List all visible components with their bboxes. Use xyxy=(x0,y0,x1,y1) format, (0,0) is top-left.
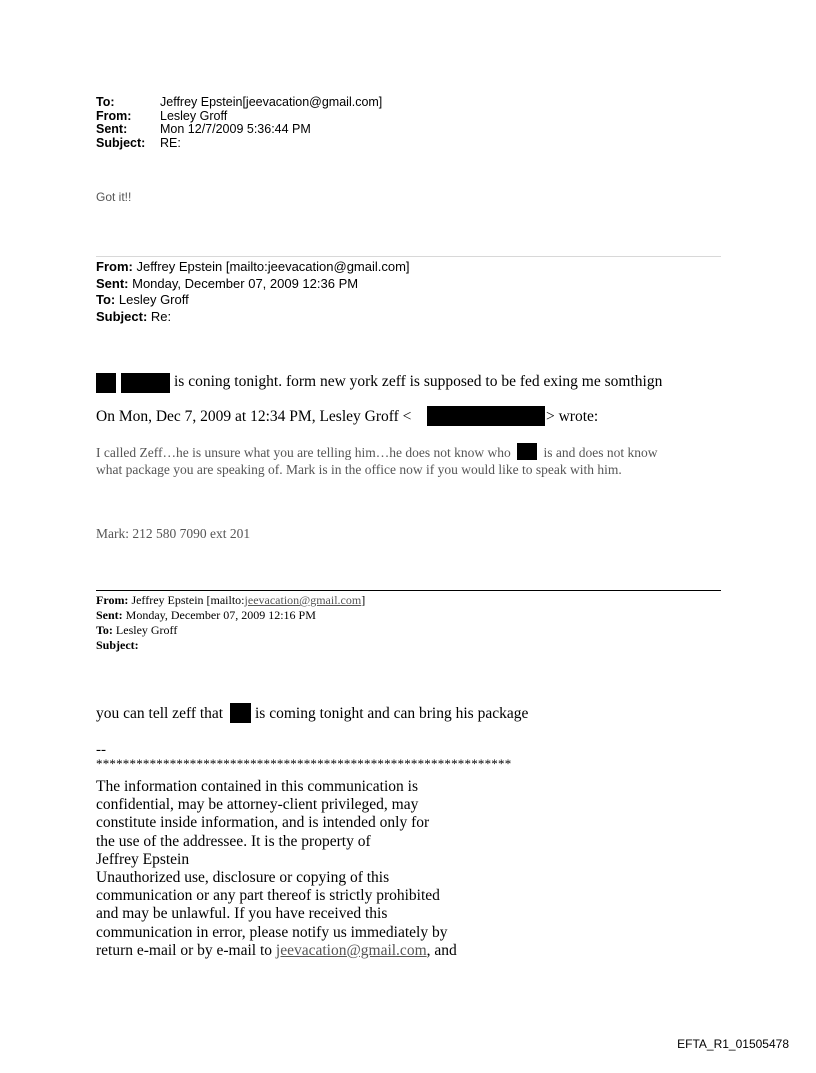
notice-line: and may be unlawful. If you have received this xyxy=(96,905,388,923)
from-value: Lesley Groff xyxy=(160,108,228,123)
quoted-header-3 xyxy=(96,593,365,653)
notice-last-prefix: return e-mail or by e-mail to xyxy=(96,941,276,959)
quoted2-line-1b: is and does not know xyxy=(543,445,658,460)
quoted1-to-row xyxy=(96,292,410,309)
redaction-block xyxy=(121,373,170,393)
notice-last-suffix: , and xyxy=(426,941,457,959)
quoted3-email-link[interactable]: jeevacation@gmail.com xyxy=(244,593,362,607)
quoted1-on-suffix: > wrote: xyxy=(546,408,599,425)
quoted3-subject-label: Subject: xyxy=(96,638,139,652)
sent-value: Mon 12/7/2009 5:36:44 PM xyxy=(160,122,311,136)
to-value: Jeffrey Epstein[jeevacation@gmail.com] xyxy=(160,95,383,109)
reply-body: Got it!! xyxy=(96,190,132,204)
notice-line: constitute inside information, and is intended only for xyxy=(96,814,430,832)
confidentiality-notice xyxy=(96,778,516,960)
notice-line: the use of the addressee. It is the property of xyxy=(96,832,371,850)
quoted3-sent-row xyxy=(96,608,365,623)
quoted1-from-value: Jeffrey Epstein [mailto:jeevacation@gmail.com] xyxy=(136,259,410,274)
quoted3-body-a: you can tell zeff that xyxy=(96,705,224,722)
quoted1-to-label: To: xyxy=(96,292,116,307)
subject-label: Subject: xyxy=(96,135,146,150)
header-sent-row xyxy=(96,123,382,137)
redaction-block xyxy=(230,703,251,723)
divider-dark xyxy=(96,590,721,591)
quoted3-body-b: is coming tonight and can bring his package xyxy=(255,705,529,722)
notice-line: Unauthorized use, disclosure or copying of this xyxy=(96,869,390,887)
quoted3-to-value: Lesley Groff xyxy=(115,623,178,637)
notice-line: communication in error, please notify us immediately by xyxy=(96,923,448,941)
quoted2-line-1a: I called Zeff…he is unsure what you are telling him…he does not know who xyxy=(96,445,511,460)
signature-dashes: -- xyxy=(96,742,106,758)
subject-value: RE: xyxy=(160,135,181,150)
notice-last-line xyxy=(96,942,516,960)
divider-light xyxy=(96,256,721,257)
header-subject-row xyxy=(96,137,382,151)
quoted1-from-label: From: xyxy=(96,259,133,274)
header-to-row xyxy=(96,96,382,110)
quoted1-subject-row xyxy=(96,309,410,326)
to-label: To: xyxy=(96,95,115,109)
quoted3-from-label: From: xyxy=(96,593,129,607)
redaction-block xyxy=(96,373,116,393)
quoted2-line-2: what package you are speaking of. Mark is in the office now if you would like to speak with him. xyxy=(96,462,622,477)
notice-line: communication or any part thereof is strictly prohibited xyxy=(96,887,440,905)
quoted1-sent-value: Monday, December 07, 2009 12:36 PM xyxy=(132,275,359,291)
quoted3-to-label: To: xyxy=(96,623,113,637)
notice-line: Jeffrey Epstein xyxy=(96,850,190,868)
signature-email-link[interactable]: jeevacation@gmail.com xyxy=(275,941,427,959)
quoted1-on-prefix: On Mon, Dec 7, 2009 at 12:34 PM, Lesley Groff < xyxy=(96,408,412,425)
header-from-row xyxy=(96,110,382,124)
sent-label: Sent: xyxy=(96,122,128,136)
quoted1-to-value: Lesley Groff xyxy=(118,292,189,307)
quoted-header-1 xyxy=(96,259,410,325)
quoted1-subject-label: Subject: xyxy=(96,308,148,324)
quoted1-body: is coning tonight. form new york zeff is supposed to be fed exing me somthign xyxy=(174,373,663,390)
quoted3-sent-label: Sent: xyxy=(96,608,123,622)
from-label: From: xyxy=(96,108,132,123)
quoted3-sent-value: Monday, December 07, 2009 12:16 PM xyxy=(125,608,316,622)
signature-stars: ************************************************************** xyxy=(96,756,512,771)
notice-line: confidential, may be attorney-client privileged, may xyxy=(96,796,419,814)
notice-line: The information contained in this communication is xyxy=(96,778,418,795)
redaction-block xyxy=(517,443,537,460)
redaction-block xyxy=(427,406,545,426)
quoted1-sent-row xyxy=(96,276,410,293)
document-id: EFTA_R1_01505478 xyxy=(677,1037,789,1051)
quoted3-from-prefix: Jeffrey Epstein [mailto: xyxy=(131,593,245,607)
quoted2-body xyxy=(96,443,658,478)
quoted3-from-suffix: ] xyxy=(361,593,366,607)
quoted1-from-row xyxy=(96,259,410,276)
email-header xyxy=(96,96,382,150)
quoted3-to-row xyxy=(96,623,365,638)
mark-phone-line: Mark: 212 580 7090 ext 201 xyxy=(96,526,251,541)
quoted1-subject-value: Re: xyxy=(150,308,172,324)
quoted3-from-row xyxy=(96,593,365,608)
quoted2-line-1 xyxy=(96,443,658,461)
quoted1-sent-label: Sent: xyxy=(96,275,129,291)
quoted3-subject-row xyxy=(96,638,365,653)
